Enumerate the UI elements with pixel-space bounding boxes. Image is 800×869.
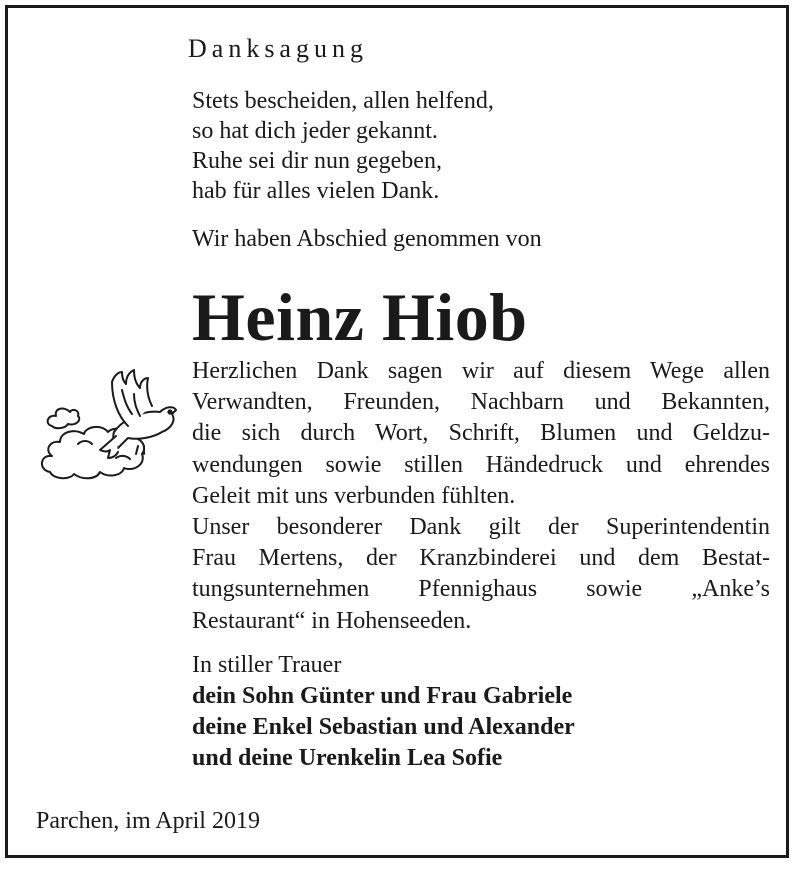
thanks-line: Herzlichen Dank sagen wir auf diesem Wege allen xyxy=(192,358,770,384)
poem-line: hab für alles vielen Dank. xyxy=(192,178,440,204)
place-date: Parchen, im April 2019 xyxy=(36,808,260,834)
mourners-block xyxy=(192,650,575,774)
thanks-line: Frau Mertens, der Kranzbinderei und dem Bestat- xyxy=(192,545,770,572)
poem-line: Ruhe sei dir nun gegeben, xyxy=(192,148,442,174)
farewell-intro: Wir haben Abschied genommen von xyxy=(192,226,542,252)
thanks-line: Unser besonderer Dank gilt der Superintendentin xyxy=(192,514,770,541)
thanks-line: Restaurant“ in Hohenseeden. xyxy=(192,607,472,634)
mourner-line: deine Enkel Sebastian und Alexander xyxy=(192,714,575,740)
thanks-line: wendungen sowie stillen Händedruck und ehrendes xyxy=(192,451,770,478)
poem xyxy=(192,86,494,206)
poem-line: Stets bescheiden, allen helfend, xyxy=(192,88,494,114)
heading: Danksagung xyxy=(188,34,368,63)
poem-line: so hat dich jeder gekannt. xyxy=(192,118,438,144)
mourning-intro: In stiller Trauer xyxy=(192,652,342,678)
dove-on-cloud-icon xyxy=(32,360,182,484)
mourner-line: dein Sohn Günter und Frau Gabriele xyxy=(192,683,573,709)
mourner-line: und deine Urenkelin Lea Sofie xyxy=(192,745,503,771)
deceased-name: Heinz Hiob xyxy=(192,279,528,355)
thanks-line: Geleit mit uns verbunden fühlten. xyxy=(192,482,516,509)
thanks-text xyxy=(192,356,770,637)
thanks-line: die sich durch Wort, Schrift, Blumen und Geldzu- xyxy=(192,420,770,447)
thanks-line: tungsunternehmen Pfennighaus sowie „Anke’s xyxy=(192,576,770,603)
thanks-line: Verwandten, Freunden, Nachbarn und Bekannten, xyxy=(192,389,770,416)
